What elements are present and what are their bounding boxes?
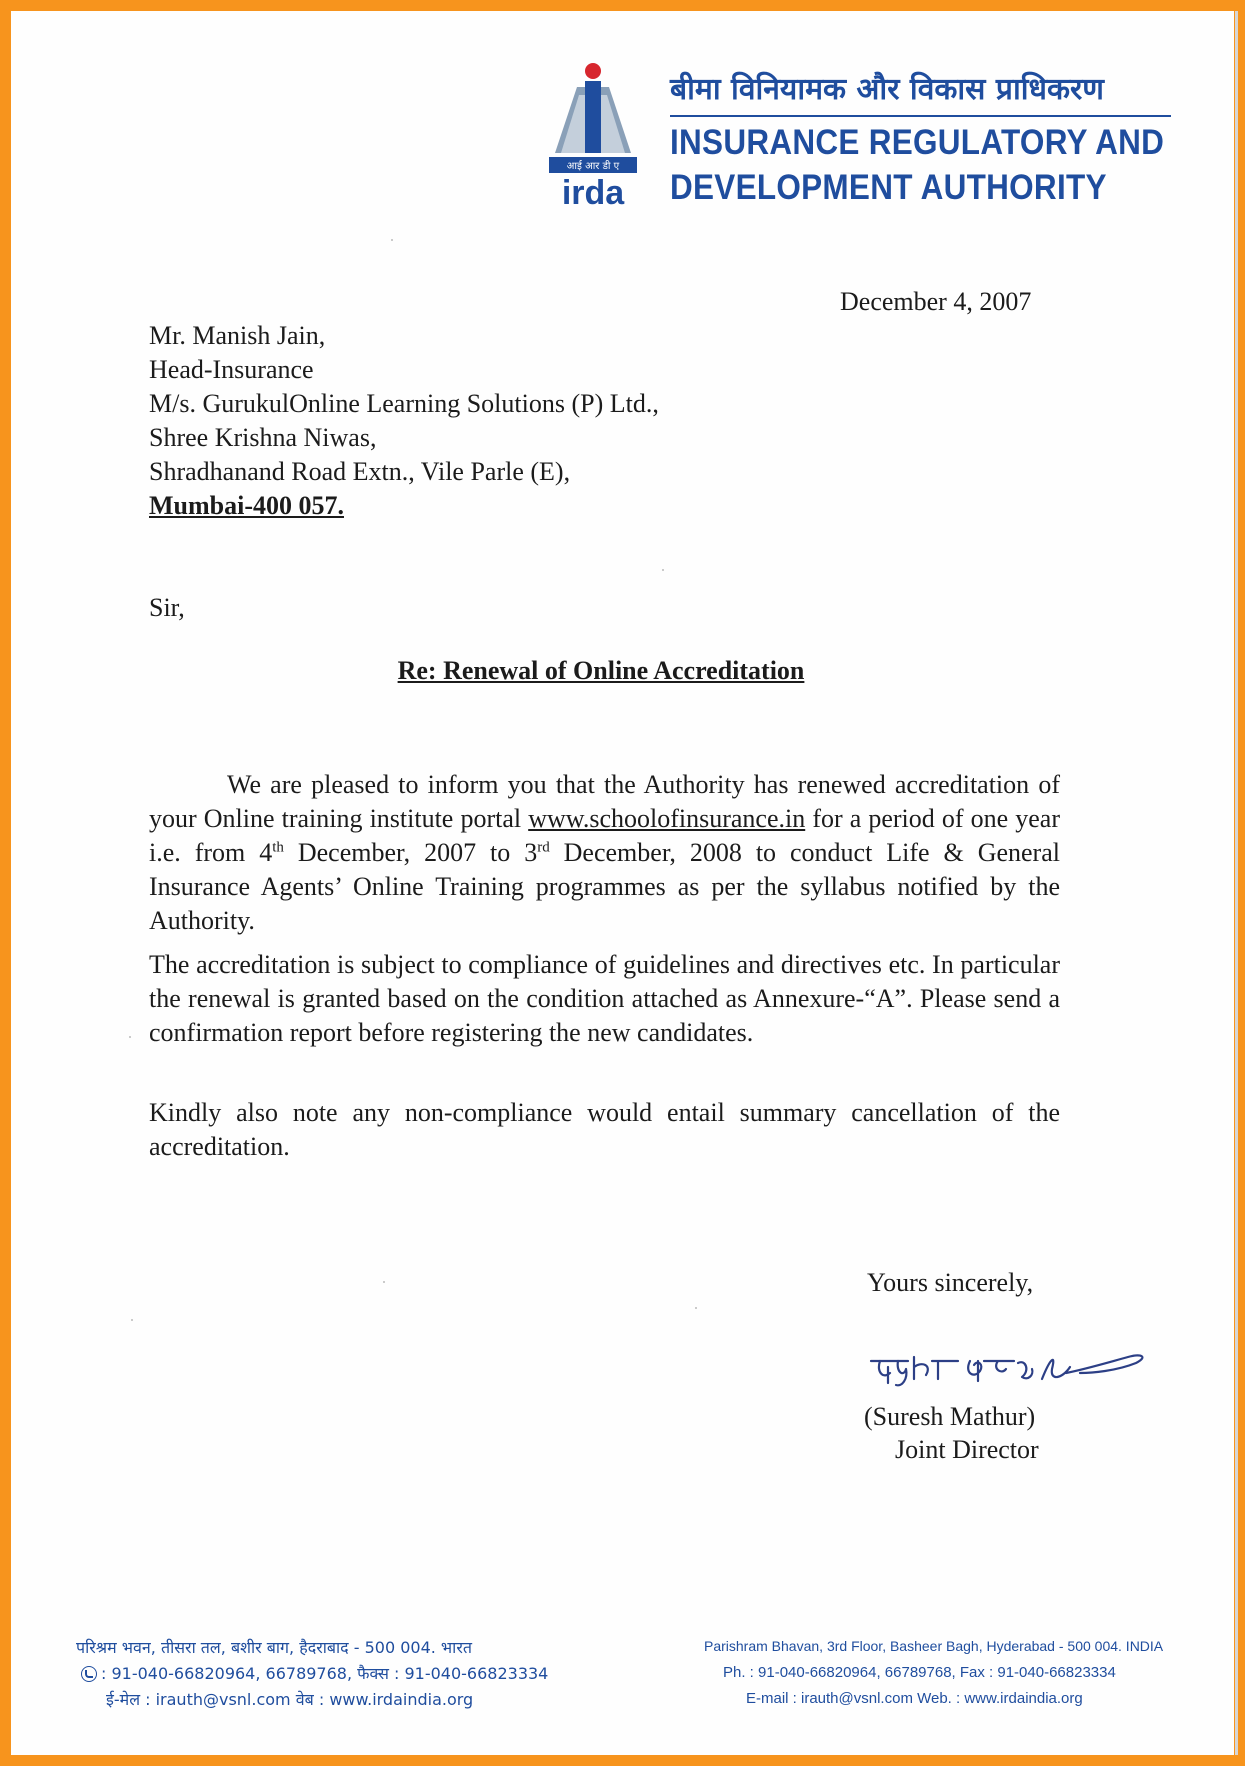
recipient-city: Mumbai-400 057. bbox=[149, 491, 344, 520]
letter-subject: Re: Renewal of Online Accreditation bbox=[397, 656, 805, 685]
scan-speck bbox=[662, 569, 664, 571]
closing: Yours sincerely, bbox=[867, 1268, 1034, 1297]
footer-hindi-address: परिश्रम भवन, तीसरा तल, बशीर बाग, हैदराबाद - 500 004. भारत bbox=[76, 1638, 472, 1657]
logo-band-text: आई आर डी ए bbox=[566, 161, 620, 172]
authority-name-line1: INSURANCE REGULATORY AND bbox=[670, 123, 1165, 162]
handwritten-signature bbox=[866, 1339, 1151, 1399]
scan-speck bbox=[129, 1036, 131, 1038]
authority-name-hindi: बीमा विनियामक और विकास प्राधिकरण bbox=[670, 72, 1104, 107]
website-link[interactable]: www.schoolofinsurance.in bbox=[528, 804, 806, 833]
footer-hindi-phone: : 91-040-66820964, 66789768, फैक्स : 91-040-66823334 bbox=[101, 1664, 549, 1683]
scan-speck bbox=[131, 1319, 133, 1321]
paragraph-renewal-text-4: December, 2008 to conduct Life & General Insurance Agents’ Online Training programmes as per the syllabus notified by the Authority. bbox=[149, 838, 1060, 935]
footer-english-address: Parishram Bhavan, 3rd Floor, Basheer Bagh, Hyderabad - 500 004. INDIA bbox=[704, 1638, 1164, 1654]
recipient-street: Shradhanand Road Extn., Vile Parle (E), bbox=[149, 457, 571, 486]
logo-wordmark: irda bbox=[561, 174, 625, 209]
scan-speck bbox=[383, 1281, 385, 1283]
scan-speck bbox=[695, 1307, 697, 1309]
superscript-rd: rd bbox=[537, 839, 550, 856]
paragraph-renewal-text-2: for a period of one year i.e. from 4 bbox=[149, 804, 1060, 867]
paragraph-renewal bbox=[149, 768, 1060, 938]
recipient-title: Head-Insurance bbox=[149, 355, 314, 384]
scan-speck bbox=[391, 239, 393, 241]
footer-english-contact: E-mail : irauth@vsnl.com Web. : www.irdaindia.org bbox=[746, 1690, 1083, 1707]
paragraph-renewal-text-3: December, 2007 to 3 bbox=[283, 838, 538, 867]
paragraph-compliance-text: The accreditation is subject to compliance of guidelines and directives etc. In particular the renewal is granted based on the condition attached as Annexure-“A”. Please send a confirmation report before registering the new candidates. bbox=[149, 950, 1060, 1047]
header-divider bbox=[670, 115, 1171, 117]
paragraph-cancellation bbox=[149, 1096, 1060, 1164]
paragraph-compliance bbox=[149, 948, 1060, 1050]
authority-name-line2: DEVELOPMENT AUTHORITY bbox=[670, 168, 1107, 207]
salutation: Sir, bbox=[149, 593, 185, 622]
scan-edge-line bbox=[1235, 11, 1238, 1755]
recipient-building: Shree Krishna Niwas, bbox=[149, 423, 377, 452]
footer-hindi-contact: ई-मेल : irauth@vsnl.com वेब : www.irdaindia.org bbox=[106, 1690, 474, 1709]
superscript-th: th bbox=[272, 839, 284, 856]
signer-designation: Joint Director bbox=[895, 1435, 1039, 1464]
signer-name: (Suresh Mathur) bbox=[864, 1402, 1036, 1431]
recipient-name: Mr. Manish Jain, bbox=[149, 321, 326, 350]
paragraph-cancellation-text: Kindly also note any non-compliance would entail summary cancellation of the accreditation. bbox=[149, 1098, 1060, 1161]
footer-english-phone: Ph. : 91-040-66820964, 66789768, Fax : 91-040-66823334 bbox=[723, 1664, 1116, 1681]
phone-icon bbox=[81, 1666, 97, 1682]
irda-logo bbox=[547, 61, 639, 209]
paragraph-renewal-text-1: We are pleased to inform you that the Authority has renewed accreditation of your Online training institute portal bbox=[149, 770, 1060, 833]
footer-hindi-phone-line bbox=[81, 1662, 548, 1684]
letter-date: December 4, 2007 bbox=[840, 287, 1032, 316]
recipient-company: M/s. GurukulOnline Learning Solutions (P) Ltd., bbox=[149, 389, 659, 418]
